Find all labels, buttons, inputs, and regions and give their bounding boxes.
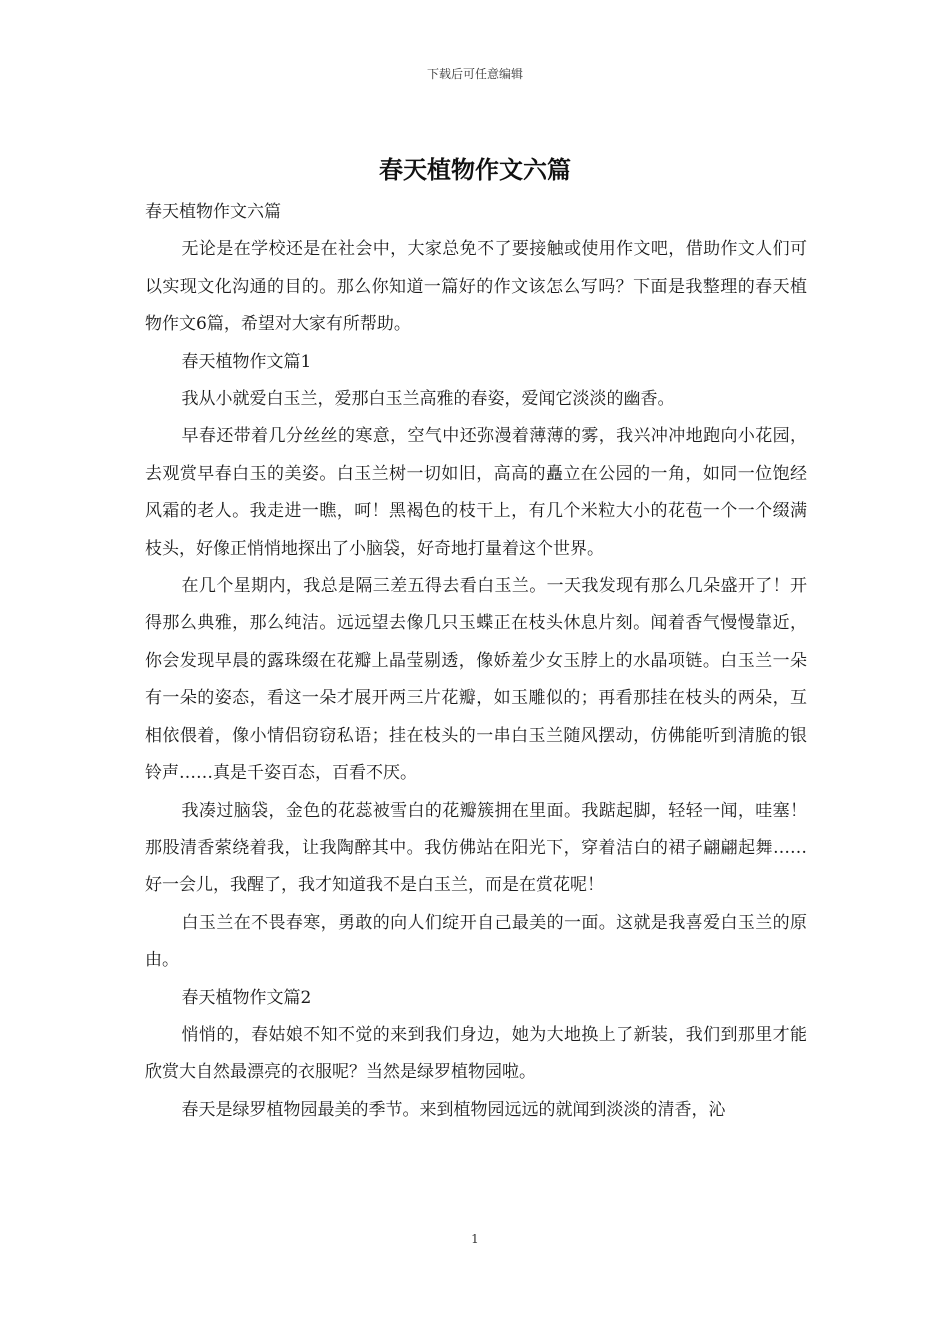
page-number: 1 <box>471 1232 479 1246</box>
document-title: 春天植物作文六篇 <box>379 155 571 184</box>
paragraph: 我从小就爱白玉兰，爱那白玉兰高雅的春姿，爱闻它淡淡的幽香。 <box>181 389 675 410</box>
document-body <box>145 194 807 1129</box>
paragraph: 在几个星期内，我总是隔三差五得去看白玉兰。一天我发现有那么几朵盛开了！开得那么典雅，那么纯洁。远远望去像几只玉蝶正在枝头休息片刻。闻着香气慢慢靠近，你会发现早晨的露珠缀在花瓣上晶莹剔透，像娇羞少女玉脖上的水晶项链。白玉兰一朵有一朵的姿态，看这一朵才展开两三片花瓣，如玉雕似的；再看那挂在枝头的两朵，互相依偎着，像小情侣窃窃私语；挂在枝头的一串白玉兰随风摆动，仿佛能听到清脆的银铃声……真是千姿百态，百看不厌。 <box>145 576 807 784</box>
paragraph: 春天植物作文六篇 <box>145 202 281 222</box>
paragraph: 无论是在学校还是在社会中，大家总免不了要接触或使用作文吧，借助作文人们可以实现文化沟通的目的。那么你知道一篇好的作文该怎么写吗？下面是我整理的春天植物作文6篇，希望对大家有所帮助。 <box>145 239 807 335</box>
paragraph: 春天是绿罗植物园最美的季节。来到植物园远远的就闻到淡淡的清香，沁 <box>181 1099 726 1120</box>
paragraph: 白玉兰在不畏春寒，勇敢的向人们绽开自己最美的一面。这就是我喜爱白玉兰的原由。 <box>145 912 807 971</box>
section-heading: 春天植物作文篇2 <box>181 987 312 1008</box>
paragraph: 悄悄的，春姑娘不知不觉的来到我们身边，她为大地换上了新装，我们到那里才能欣赏大自然最漂亮的衣服呢？当然是绿罗植物园啦。 <box>145 1024 807 1083</box>
section-heading: 春天植物作文篇1 <box>181 351 312 372</box>
page-header-note: 下载后可任意编辑 <box>426 67 523 81</box>
paragraph: 早春还带着几分丝丝的寒意，空气中还弥漫着薄薄的雾，我兴冲冲地跑向小花园，去观赏早春白玉的美姿。白玉兰树一切如旧，高高的矗立在公园的一角，如同一位饱经风霜的老人。我走进一瞧，呵！黑褐色的枝干上，有几个米粒大小的花苞一个一个缀满枝头，好像正悄悄地探出了小脑袋，好奇地打量着这个世界。 <box>145 426 807 559</box>
paragraph: 我凑过脑袋，金色的花蕊被雪白的花瓣簇拥在里面。我踮起脚，轻轻一闻，哇塞！那股清香萦绕着我，让我陶醉其中。我仿佛站在阳光下，穿着洁白的裙子翩翩起舞……好一会儿，我醒了，我才知道我不是白玉兰，而是在赏花呢！ <box>145 800 807 896</box>
